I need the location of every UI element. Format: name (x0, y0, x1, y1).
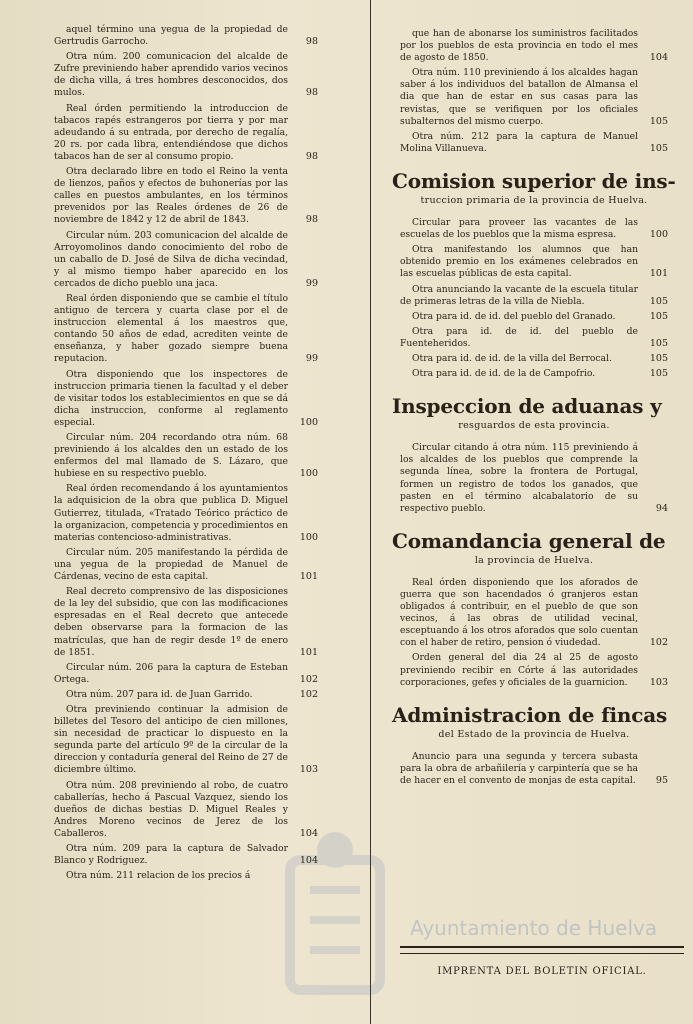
entry-text: Otra manifestando los alumnos que han obtenido premio en los exámenes celebrados en las escuelas públicas de esta capital. (400, 244, 638, 280)
entry-text: Otra previniendo continuar la admision de billetes del Tesoro del anticipo de cien millones, sin necesidad de practicar lo dispuesto en la segunda parte del artículo 9º de la circular de la direccion y contaduría general del Reino de 27 de diciembre último. (54, 703, 288, 776)
page-number: 104 (299, 827, 318, 839)
section (392, 528, 668, 689)
sections (392, 168, 676, 787)
entry-text: Otra para id. de id. de la de Campofrio. (412, 368, 596, 380)
entry-text: Circular núm. 205 manifestando la pérdida de una yegua de la propiedad de Manuel de Cárdenas, vecino de esta capital. (54, 546, 288, 583)
page-number: 99 (305, 353, 318, 365)
watermark-text: Ayuntamiento de Huelva (410, 916, 658, 940)
index-entry (54, 369, 318, 429)
page-number: 98 (305, 87, 318, 99)
entry-text: Real órden recomendando á los ayuntamientos la adquisicion de la obra que publica D. Miguel Gutierrez, titulada, «Tratado Teórico práctico de la organizacion, competencia y procedimientos en materias contencioso-administrativas. (54, 483, 288, 543)
entry-text: Otra núm. 208 previniendo al robo, de cuatro caballerías, hecho á Pascual Vazquez, siendo los dueños de dichas bestias D. Miguel Reales y Andres Moreno vecinos de Jerez de los Caballeros. (54, 779, 288, 839)
page-number: 105 (649, 295, 668, 307)
index-entry (54, 780, 318, 840)
section (392, 702, 668, 787)
entry-text: Otra para id. de id. de la villa del Berrocal. (412, 352, 612, 364)
entry-text: Otra núm. 207 para id. de Juan Garrido. (66, 688, 253, 700)
page-number: 100 (299, 416, 318, 428)
page-number: 98 (305, 214, 318, 226)
column-divider (370, 0, 371, 1024)
index-entry (400, 442, 668, 515)
entry-text: Anuncio para una segunda y tercera subasta para la obra de arbañilería y carpintería que se ha de hacer en el convento de monjas de esta capital. (400, 750, 638, 787)
printer-footer: IMPRENTA DEL BOLETIN OFICIAL. (437, 966, 647, 977)
entry-text: Circular núm. 204 recordando otra núm. 68 previniendo á los alcaldes den un estado de los enfermos del mal llamado de S. Lázaro, que hubiese en su respectivo pueblo. (54, 432, 288, 480)
page-number: 98 (305, 150, 318, 162)
entry-text: Otra anunciando la vacante de la escuela titular de primeras letras de la villa de Niebla. (400, 283, 638, 307)
entry-text: Otra para id. de id. del pueblo del Granado. (412, 310, 616, 322)
page-number: 105 (649, 352, 668, 364)
page-number: 100 (299, 531, 318, 543)
entry-text: Circular núm. 206 para la captura de Esteban Ortega. (54, 661, 288, 685)
page-number: 99 (305, 277, 318, 289)
index-entry (54, 870, 318, 882)
section-heading: Administracion de fincas (392, 702, 668, 727)
entry-text: Real decreto comprensivo de las disposiciones de la ley del subsidio, que con las modificaciones espresadas en el Real decreto que antecede deben observarse para la formacion de las matrículas, que han de regir desde 1º de enero de 1851. (54, 586, 288, 658)
section-subheading: resguardos de esta provincia. (458, 420, 610, 432)
index-entry (400, 577, 668, 650)
index-entry (54, 24, 318, 48)
right-top-entries (400, 28, 668, 155)
entry-text: que han de abonarse los suministros facilitados por los pueblos de esta provincia en todo el mes de agosto de 1850. (400, 28, 638, 64)
index-entry (54, 166, 318, 226)
index-entry (54, 103, 318, 163)
page-number: 105 (649, 310, 668, 322)
section-subheading: del Estado de la provincia de Huelva. (438, 728, 630, 740)
page-number: 105 (649, 115, 668, 127)
entry-text: Real órden disponiendo que se cambie el título antiguo de tercera y cuarta clase por el de instruccion elemental á los maestros que, contando 50 años de edad, acrediten veinte de enseñanza, y haber gozado siempre buena reputacion. (54, 292, 288, 365)
section-heading: Comandancia general de (392, 528, 666, 553)
entry-text: Circular para proveer las vacantes de las escuelas de los pueblos que la misma espresa. (400, 217, 638, 241)
entry-text: Otra núm. 211 relacion de los precios á (66, 870, 251, 882)
page-number: 102 (299, 673, 318, 685)
index-entry (400, 311, 668, 323)
index-entry (54, 483, 318, 543)
index-entry (54, 689, 318, 701)
page-number: 105 (649, 337, 668, 349)
index-entry (54, 547, 318, 583)
page-number: 102 (299, 688, 318, 700)
index-entry (400, 67, 668, 127)
page-number: 105 (649, 368, 668, 380)
entry-text: Otra para id. de id. del pueblo de Fuenteheridos. (400, 325, 638, 349)
page-number: 95 (655, 775, 668, 787)
entry-text: Otra núm. 110 previniendo á los alcaldes hagan saber á los individuos del batallon de Almansa el dia que han de estar en sus casas para las revistas, que se verifiquen por los oficiales subalternos del mismo cuerpo. (400, 67, 638, 127)
page-number: 101 (299, 646, 318, 658)
section-heading: Comision superior de ins- (392, 168, 676, 193)
page-number: 101 (299, 571, 318, 583)
page-number: 104 (299, 855, 318, 867)
entry-text: Otra núm. 200 comunicacion del alcalde de Zufre previniendo haber aprendido varios vecinos de dicha villa, á tres hombres desconocidos, dos mulos. (54, 51, 288, 99)
index-entry (400, 217, 668, 241)
index-entry (54, 704, 318, 777)
index-entry (400, 326, 668, 350)
index-entry (400, 751, 668, 787)
page-number: 103 (299, 764, 318, 776)
entry-text: Circular núm. 203 comunicacion del alcalde de Arroyomolinos dando conocimiento del robo de un caballo de D. José de Silva de dicha vecindad, y al mismo tiempo haber aparecido en los cercados de dicho pueblo una jaca. (54, 229, 288, 289)
index-entry (400, 284, 668, 308)
page-number: 100 (649, 229, 668, 241)
section-heading: Inspeccion de aduanas y (392, 394, 662, 419)
index-entry (54, 586, 318, 659)
section-subheading: la provincia de Huelva. (474, 554, 594, 566)
section-subheading: truccion primaria de la provincia de Huelva. (420, 194, 648, 206)
right-column (392, 28, 676, 790)
entry-text: Otra disponiendo que los inspectores de instruccion primaria tienen la facultad y el deber de visitar todos los establecimientos en que se dá dicha instruccion, conforme al reglamento especial. (54, 368, 288, 428)
page-number: 101 (649, 268, 668, 280)
index-entry (400, 244, 668, 280)
page-number: 102 (649, 637, 668, 649)
page-number: 94 (655, 502, 668, 514)
entry-text: Real órden disponiendo que los aforados de guerra que son hacendados ó granjeros estan obligados á contribuir, en el pueblo de que son vecinos, á las obras de utilidad vecinal, esceptuando á los otros aforados que solo cuentan con el haber de retiro, pension ó viudedad. (400, 576, 638, 649)
page-number: 103 (649, 676, 668, 688)
index-entry (400, 131, 668, 155)
page-number: 104 (649, 52, 668, 64)
index-entry (54, 51, 318, 99)
index-entry (54, 432, 318, 480)
index-entry (400, 368, 668, 380)
index-entry (54, 230, 318, 290)
entry-text: Real órden permitiendo la introduccion de tabacos rapés estrangeros por tierra y por mar adeudando á su entrada, por derecho de regalía, 20 rs. por cada libra, entendiéndose que dichos tabacos han de ser al consumo propio. (54, 102, 288, 162)
page-number: 100 (299, 468, 318, 480)
index-entry (54, 293, 318, 366)
section (392, 394, 668, 515)
index-entry (400, 28, 668, 64)
left-column (54, 24, 318, 885)
index-entry (400, 353, 668, 365)
footer-rule (400, 946, 684, 954)
page-number: 98 (305, 36, 318, 48)
entry-text: Circular citando á otra núm. 115 previniendo á los alcaldes de los pueblos que comprende la segunda línea, sobre la frontera de Portugal, formen un registro de todos los ganados, que pasten en el término alcabalatorio de su respectivo pueblo. (400, 442, 638, 514)
section (392, 168, 676, 380)
page-number: 105 (649, 142, 668, 154)
index-entry (54, 662, 318, 686)
entry-text: Orden general del dia 24 al 25 de agosto previniendo recibir en Córte á las autoridades corporaciones, gefes y oficiales de la guarnicion. (400, 652, 638, 688)
entry-text: Otra núm. 212 para la captura de Manuel Molina Villanueva. (400, 130, 638, 154)
index-entry (400, 652, 668, 688)
index-entry (54, 843, 318, 867)
entry-text: Otra declarado libre en todo el Reino la venta de lienzos, paños y efectos de buhonerías por las calles en puestos ambulantes, en los términos prevenidos por las Reales órdenes de 26 de noviembre de 1842 y 12 de abril de 1843. (54, 166, 288, 226)
entry-text: aquel término una yegua de la propiedad de Gertrudis Garrocho. (54, 24, 288, 48)
entry-text: Otra núm. 209 para la captura de Salvador Blanco y Rodriguez. (54, 843, 288, 867)
